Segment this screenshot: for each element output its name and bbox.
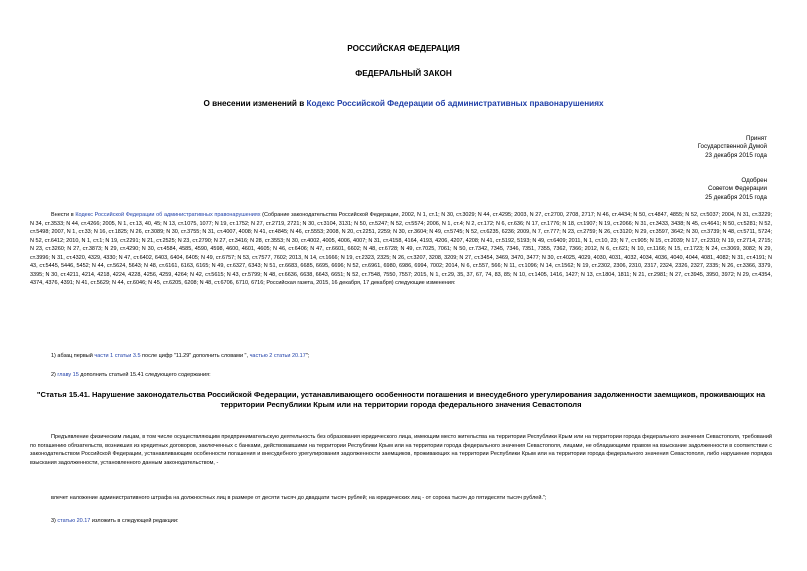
amendment-3-link-article-20-17[interactable]: статью 20.17 — [57, 518, 91, 524]
title-prefix: О внесении изменений в — [203, 99, 307, 108]
amendment-2-suffix: дополнить статьей 15.41 следующего содержания: — [78, 372, 211, 378]
title-code-link[interactable]: Кодекс Российской Федерации об административных правонарушениях — [306, 99, 604, 108]
document-title — [0, 99, 807, 109]
amendment-2-link-chapter-15[interactable]: главу 15 — [57, 372, 79, 378]
article-15-41-penalty: влечет наложение административного штрафа на должностных лиц в размере от десяти тысяч до двадцати тысяч рублей; на юридических лиц - от сорока тысяч до пятидесяти тысяч рублей."; — [51, 495, 547, 501]
approved-date: 25 декабря 2015 года — [705, 193, 767, 201]
amendment-1 — [51, 352, 309, 360]
intro-code-link[interactable]: Кодекс Российской Федерации об административных правонарушениях — [75, 212, 261, 218]
amendment-3-prefix: 3) — [51, 518, 58, 524]
accepted-date: 23 декабря 2015 года — [705, 151, 767, 159]
amendment-2 — [51, 371, 211, 379]
article-15-41-text: Предъявление физическим лицам, в том числе осуществляющим предпринимательскую деятельность без образования юридического лица, имеющим место жительства на территории Республики Крым или на территории города федерального значения Севастополя, требований по погашению обязательств, возникших из кредитных договоров, заключенных с банками, действовавшими на территории Республики Крым или на территории города федерального значения Севастополя, лицами, не обладающими правом на взыскание задолженности в соответствии с законодательством Российской Федерации, устанавливающим особенности погашения и внесудебного урегулирования задолженности заемщиков, проживающих на территории Республики Крым или на территории города федерального значения Севастополя, либо нарушение порядка взыскания задолженности, установленного данным законодательством, - — [30, 434, 772, 466]
amendment-3-suffix: изложить в следующей редакции: — [90, 518, 179, 524]
intro-citations: (Собрание законодательства Российской Федерации, 2002, N 1, ст.1; N 30, ст.3029; N 44, ст.4295; 2003, N 27, ст.2700, 2708, 2717; N 46, ст.4434; N 50, ст.4847, 4855; N 52, ст.5037; 2004, N 31, ст.3229; N 34, ст.3533; N 44, ст.4266; 2005, N 1, ст.13, 40, 45; N 13, ст.1075, 1077; N 19, ст.1752; N 27, ст.2719, 2721; N 30, ст.3104, 3131; N 50, ст.5247; N 52, ст.5574; 2006, N 1, ст.4; N 2, ст.172; N 6, ст.636; N 17, ст.1776; N 18, ст.1907; N 19, ст.2066; N 31, ст.3433, 3438; N 45, ст.4641; N 50, ст.5281; N 52, ст.5498; 2007, N 1, ст.33; N 16, ст.1825; N 26, ст.3089; N 30, ст.3755; N 31, ст.4007, 4008; N 41, ст.4845; N 46, ст.5553; 2008, N 20, ст.2251, 2259; N 30, ст.3604; N 49, ст.5745; N 52, ст.6235, 6236; 2009, N 7, ст.777; N 23, ст.2759; N 26, ст.3120; N 29, ст.3597, 3642; N 30, ст.3739; N 48, ст.5711, 5724; N 52, ст.6412; 2010, N 1, ст.1; N 19, ст.2291; N 21, ст.2525; N 23, ст.2790; N 27, ст.3416; N 28, ст.3553; N 30, ст.4002, 4005, 4006, 4007; N 31, ст.4158, 4164, 4193, 4206, 4207, 4208; N 41, ст.5192, 5193; N 49, ст.6409; 2011, N 1, ст.10, 23; N 7, ст.905; N 15, ст.2039; N 17, ст.2310; N 19, ст.2714, 2715; N 23, ст.3260; N 27, ст.3873; N 29, ст.4290; N 30, ст.4584, 4585, 4590, 4598, 4600, 4601, 4605; N 46, ст.6406; N 47, ст.6601, 6602; N 48, ст.6728; N 49, ст.7025, 7061; N 50, ст.7342, 7345, 7346, 7351, 7355, 7362, 7366; 2012, N 6, ст.621; N 10, ст.1166; N 15, ст.1723; N 24, ст.3069, 3082; N 29, ст.3996; N 31, ст.4320, 4329, 4330; N 47, ст.6402, 6403, 6404, 6405; N 49, ст.6757; N 53, ст.7577, 7602; 2013, N 14, ст.1666; N 19, ст.2323, 2325; N 26, ст.3207, 3208, 3209; N 27, ст.3454, 3469, 3470, 3477; N 30, ст.4025, 4029, 4030, 4031, 4032, 4034, 4036, 4040, 4044, 4081, 4082; N 31, ст.4191; N 43, ст.5445, 5446, 5452; N 44, ст.5624, 5643; N 48, ст.6161, 6163, 6165; N 49, ст.6327, 6343; N 51, ст.6683, 6685, 6695, 6696; N 52, ст.6961, 6980, 6986, 6994, 7002; 2014, N 6, ст.557, 566; N 11, ст.1096; N 14, ст.1562; N 19, ст.2302, 2306, 2310, 2317, 2324, 2326, 2327, 2335; N 26, ст.3366, 3379, 3395; N 30, ст.4211, 4214, 4218, 4224, 4228, 4256, 4259, 4264; N 42, ст.5615; N 43, ст.5799; N 48, ст.6636, 6638, 6643, 6651; N 52, ст.7548, 7550, 7557; 2015, N 1, ст.29, 35, 37, 67, 74, 83, 85; N 10, ст.1405, 1416, 1427; N 13, ст.1804, 1811; N 21, ст.2981; N 27, ст.3945, 3950, 3972; N 29, ст.4354, 4374, 4376, 4391; N 41, ст.5629; N 44, ст.6046; N 45, ст.6205, 6208; N 48, ст.6706, 6710, 6716; Российская газета, 2015, 16 декабря, 17 декабря) следующие изменения: — [30, 212, 772, 286]
accepted-label: Принят — [746, 135, 767, 142]
approved-label: Одобрен — [741, 177, 767, 184]
document-country: РОССИЙСКАЯ ФЕДЕРАЦИЯ — [347, 44, 460, 53]
amendment-1-link-article-3-5[interactable]: части 1 статьи 3.5 — [94, 353, 141, 359]
amendment-1-link-article-20-17[interactable]: частью 2 статьи 20.17 — [249, 353, 306, 359]
amendment-1-suffix: "; — [305, 353, 310, 359]
intro-prefix: Внести в — [51, 212, 76, 218]
approved-by: Советом Федерации — [708, 185, 767, 193]
amendment-1-middle: после цифр "11.29" дополнить словами ", — [140, 353, 250, 359]
amendment-3 — [51, 517, 178, 525]
document-law-type: ФЕДЕРАЛЬНЫЙ ЗАКОН — [355, 69, 452, 78]
accepted-by: Государственной Думой — [697, 143, 767, 151]
adoption-approved-block — [705, 177, 767, 202]
amendment-1-prefix: 1) абзац первый — [51, 353, 95, 359]
amendment-2-prefix: 2) — [51, 372, 58, 378]
intro-paragraph — [30, 211, 772, 342]
article-15-41-title: "Статья 15.41. Нарушение законодательства Российской Федерации, устанавливающего особенности погашения и внесудебного урегулирования задолженности заемщиков, проживающих на территории Республики Крым или на территории города федерального значения Севастополя — [36, 390, 766, 409]
adoption-accepted-block — [698, 135, 767, 160]
